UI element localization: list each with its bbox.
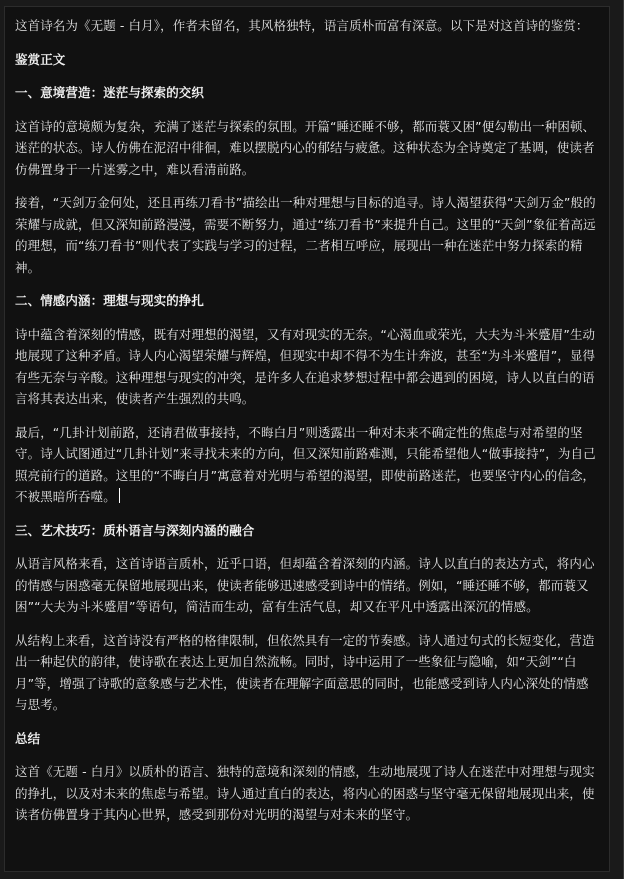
text-caret	[119, 488, 120, 503]
section-3-paragraph-2: 从结构上来看，这首诗没有严格的格律限制，但依然具有一定的节奏感。诗人通过句式的长短变化，营造出一种起伏的韵律，使诗歌在表达上更加自然流畅。同时，诗中运用了一些象征与隐喻，如“天剑”“白月”等，增强了诗歌的意象感与艺术性，使读者在理解字面意思的同时，也能感受到诗人内心深处的情感与思考。	[15, 632, 595, 712]
text-editor[interactable]	[4, 6, 610, 872]
intro-paragraph: 这首诗名为《无题 - 白月》，作者未留名，其风格独特，语言质朴而富有深意。以下是对这首诗的鉴赏：	[15, 18, 589, 33]
section-3-paragraph-1: 从语言风格来看，这首诗语言质朴，近乎口语，但却蕴含着深刻的内涵。诗人以直白的表达方式，将内心的情感与困惑毫无保留地展现出来，使读者能够迅速感受到诗中的情绪。例如，“睡还睡不够，都而蓑又困”“大夫为斗米蹙眉”等语句，简洁而生动，富有生活气息，却又在平凡中透露出深沉的情感。	[15, 556, 595, 614]
section-2-paragraph-2: 最后，“几卦计划前路，还请君做事接持，不晦白月”则透露出一种对未来不确定性的焦虑与对希望的坚守。诗人试图通过“几卦计划”来寻找未来的方向，但又深知前路难测，只能希望他人“做事接持”，为自己照亮前行的道路。这里的“不晦白月”寓意着对光明与希望的渴望，即使前路迷茫，也要坚守内心的信念，不被黑暗所吞噬。	[15, 424, 596, 504]
section-1-paragraph-2: 接着，“天剑万金何处，还且再练刀看书”描绘出一种对理想与目标的追寻。诗人渴望获得“天剑万金”般的荣耀与成就，但又深知前路漫漫，需要不断努力，通过“练刀看书”来提升自己。这里的“天剑”象征着高远的理想，而“练刀看书”则代表了实践与学习的过程，二者相互呼应，展现出一种在迷茫中努力探索的精神。	[15, 195, 596, 275]
section-3-heading: 三、艺术技巧：质朴语言与深刻内涵的融合	[15, 522, 255, 538]
summary-heading: 总结	[15, 730, 41, 746]
scrollbar-gutter[interactable]	[624, 0, 632, 879]
section-1-heading: 一、意境营造：迷茫与探索的交织	[15, 85, 205, 100]
section-2-paragraph-2-wrapper	[15, 422, 599, 508]
section-2-paragraph-1: 诗中蕴含着深刻的情感，既有对理想的渴望，又有对现实的无奈。“心渴血或荣光，大夫为斗米蹙眉”生动地展现了这种矛盾。诗人内心渴望荣耀与辉煌，但现实中却不得不为生计奔波，甚至“为斗米蹙眉”，显得有些无奈与辛酸。这种理想与现实的冲突，是许多人在追求梦想过程中都会遇到的困境，诗人以直白的语言将其表达出来，使读者产生强烈的共鸣。	[15, 326, 596, 406]
section-1-paragraph-1: 这首诗的意境颇为复杂，充满了迷茫与探索的氛围。开篇“睡还睡不够，都而蓑又困”便勾勒出一种困顿、迷茫的状态。诗人仿佛在泥沼中徘徊，难以摆脱内心的郁结与疲惫。这种状态为全诗奠定了基调，使读者仿佛置身于一片迷雾之中，难以看清前路。	[15, 118, 596, 177]
summary-paragraph: 这首《无题 - 白月》以质朴的语言、独特的意境和深刻的情感，生动地展现了诗人在迷茫中对理想与现实的挣扎，以及对未来的焦虑与希望。诗人通过直白的表达，将内心的困惑与坚守毫无保留地展现出来，使读者仿佛置身于其内心世界，感受到那份对光明的渴望与对未来的坚守。	[15, 764, 595, 822]
section-2-heading: 二、情感内涵：理想与现实的挣扎	[15, 293, 205, 308]
main-heading: 鉴赏正文	[15, 51, 66, 67]
